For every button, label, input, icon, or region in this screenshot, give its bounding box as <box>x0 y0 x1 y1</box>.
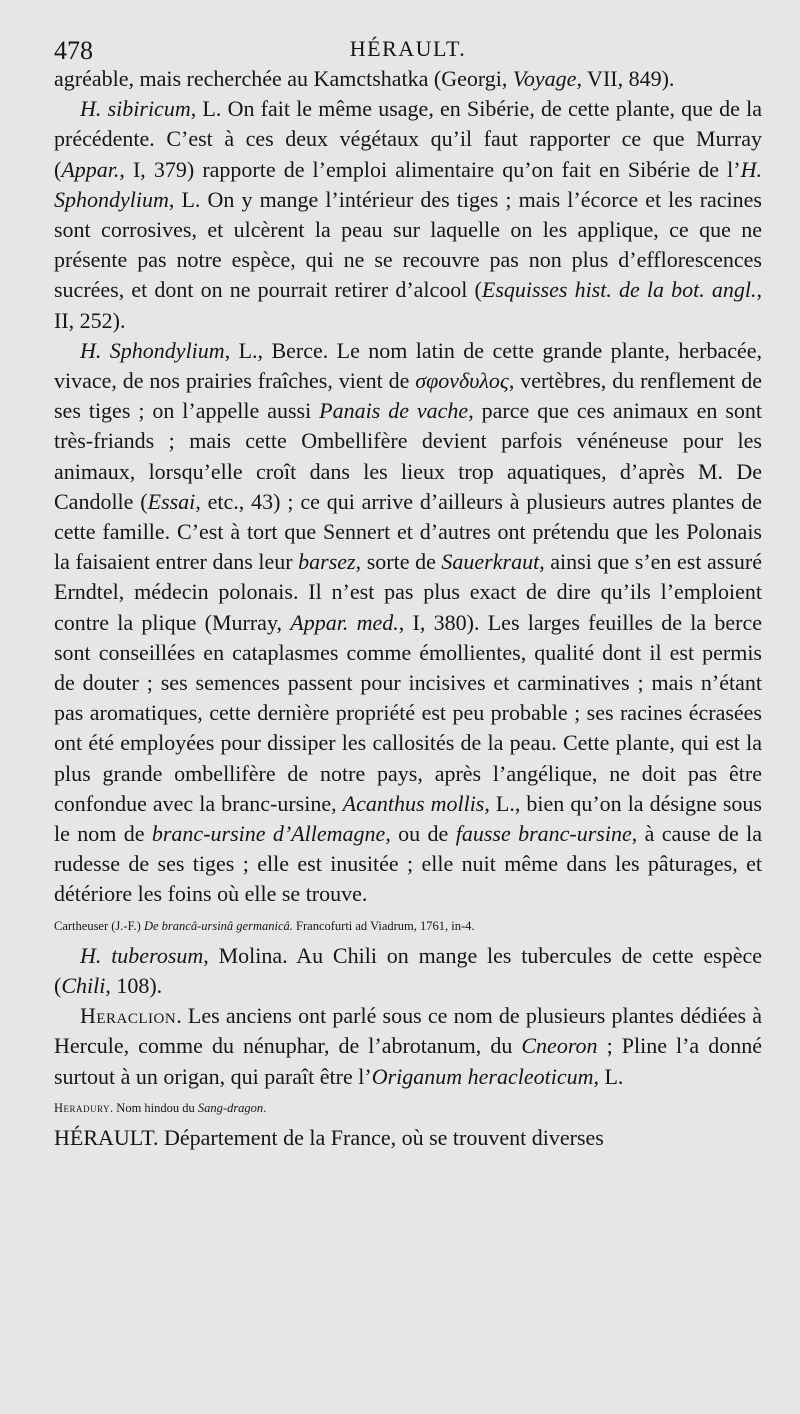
text-run: , L. <box>593 1063 624 1089</box>
text-run: . Nom hindou du <box>110 1100 198 1115</box>
italic-text: H. tuberosum <box>80 942 204 968</box>
italic-text: Sang-dragon <box>197 1100 264 1115</box>
italic-text: H. Sphondylium <box>80 337 225 363</box>
text-run: , II, 252). <box>54 277 763 333</box>
italic-text: Chili <box>61 972 106 998</box>
italic-text: Panais de vache <box>319 398 469 424</box>
text-run: , à cause de la rudesse de ses tiges ; elle est inusitée ; elle nuit même dans les pâturages, et détériore les foins où elle se trouve. <box>54 821 762 907</box>
text-run: , VII, 849). <box>576 66 675 91</box>
text-run: , L., Berce. Le nom latin de cette grande plante, herbacée, vivace, de nos prairies fraîches, vient de <box>54 337 762 394</box>
italic-text: Esquisses hist. de la bot. angl. <box>481 277 757 303</box>
text-run: , 108). <box>105 972 163 998</box>
text-run: , vertèbres, du renflement de ses tiges ; on l’appelle aussi <box>54 368 762 424</box>
italic-text: H. Sphondylium <box>54 156 762 212</box>
text-run: , parce que ces animaux en sont très-friands ; mais cette Ombellifère devient parfois vénéneuse pour les animaux, lorsqu’elle croît dans les lieux trop aquatiques, d’après M. De Candolle ( <box>54 398 763 514</box>
paragraph-p5 <box>54 1001 762 1092</box>
italic-text: Appar. med. <box>290 609 399 635</box>
italic-text: H. sibiricum <box>80 96 191 122</box>
italic-text: Essai <box>147 488 196 514</box>
text-run: ; Pline l’a donné surtout à un origan, qui paraît être l’ <box>54 1033 762 1089</box>
italic-text: σφονδυλος <box>415 368 509 394</box>
paragraph-group-heading <box>54 1123 762 1153</box>
text-run: , etc., 43) ; ce qui arrive d’ailleurs à plusieurs autres plantes de cette famille. C’est à tort que Sennert et d’autres ont prétendu que les Polonais la faisaient entrer dans leur <box>54 488 762 575</box>
glossary-note <box>54 1100 762 1116</box>
italic-text: fausse branc-ursine <box>455 821 632 847</box>
italic-text: Acanthus mollis <box>342 790 485 816</box>
paragraph-group-secondary <box>54 941 762 1092</box>
text-run: agréable, mais recherchée au Kamctshatka (Georgi, <box>54 66 513 91</box>
italic-text: Origanum heracleoticum <box>371 1063 594 1089</box>
bibliographic-note <box>54 918 762 934</box>
running-title: HÉRAULT. <box>349 36 467 61</box>
italic-text: branc-ursine d’Allemagne <box>151 821 386 847</box>
text-run: , Molina. Au Chili on mange les tubercules de cette espèce ( <box>54 942 763 998</box>
paragraph-p2 <box>54 94 762 336</box>
paragraph-p3 <box>54 336 762 910</box>
italic-text: Sauerkraut <box>441 549 540 575</box>
article-body <box>54 64 762 1153</box>
text-run: , ainsi que s’en est assuré Erndtel, médecin polonais. Il n’est pas plus exact de dire qu’ils l’emploient contre la plique (Murray, <box>54 549 763 635</box>
text-run: Francofurti ad Viadrum, 1761, in-4. <box>292 918 475 933</box>
paragraph-group-main <box>54 64 762 910</box>
text-run: , sorte de <box>355 549 442 575</box>
text-run: , L. On y mange l’intérieur des tiges ; mais l’écorce et les racines sont corrosives, et ulcèrent la peau sur laquelle on les applique, ce que ne présente pas notre espèce, qui ne se recouvre pas non plus d’efflorescences sucrées, et dont on ne pourrait retirer d’alcool ( <box>54 186 762 303</box>
paragraph-p4 <box>54 941 762 1001</box>
text-run: , L. On fait le même usage, en Sibérie, de cette plante, que de la précédente. C’est à ces deux végétaux qu’il faut rapporter ce que Murray ( <box>54 96 763 182</box>
page-header <box>54 30 762 64</box>
small-caps-text: Heraclion <box>80 1003 177 1029</box>
text-run: Cartheuser (J.-F.) <box>54 918 144 933</box>
italic-text: Cneoron <box>521 1033 598 1059</box>
text-run: , I, 380). Les larges feuilles de la berce sont conseillées en cataplasmes comme émollientes, qualité dont il est permis de douter ; ses semences passent pour incisives et carminatives ; mais n’étant pas aromatiques, cette dernière propriété est peu probable ; ses racines écrasées ont été employées pour dissiper les callosités de la peau. Cette plante, qui est la plus grande ombellifère de notre pays, après l’angélique, ne doit pas être confondue avec la branc-ursine, <box>54 609 762 816</box>
paragraph-p1 <box>54 64 762 94</box>
paragraph-p6 <box>54 1123 762 1153</box>
text-run: , L., bien qu’on la désigne sous le nom de <box>54 790 762 847</box>
italic-text: De brancâ-ursinâ germanicâ. <box>143 918 293 933</box>
italic-text: Voyage <box>512 66 577 91</box>
italic-text: Appar. <box>61 156 120 182</box>
small-caps-text: Heradury <box>54 1100 111 1115</box>
text-run: . Les anciens ont parlé sous ce nom de plusieurs plantes dédiées à Hercule, comme du nénuphar, de l’abrotanum, du <box>54 1003 762 1059</box>
text-run: , I, 379) rapporte de l’emploi alimentaire qu’on fait en Sibérie de l’ <box>119 156 741 182</box>
italic-text: barsez <box>298 549 356 575</box>
text-run: HÉRAULT. Département de la France, où se trouvent diverses <box>54 1124 604 1150</box>
text-run: , ou de <box>385 821 456 847</box>
page-number: 478 <box>54 36 93 65</box>
text-run: . <box>263 1100 267 1115</box>
